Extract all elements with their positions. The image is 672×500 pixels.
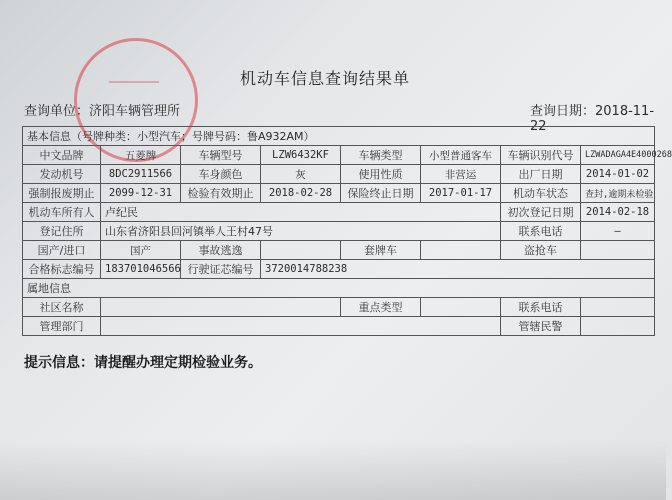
license-label: 行驶证芯编号 (181, 260, 261, 279)
insurance-value: 2017-01-17 (421, 184, 501, 203)
query-date-label: 查询日期： (530, 104, 596, 119)
vin-value: LZWADAGA4E4000268 (581, 146, 655, 165)
robbed-value (581, 241, 655, 260)
owner-value: 卢纪民 (101, 203, 501, 222)
manager-value (101, 317, 501, 336)
scrap-label: 强制报废期止 (23, 184, 101, 203)
use-label: 使用性质 (341, 165, 421, 184)
factory-label: 出厂日期 (501, 165, 581, 184)
document-title: 机动车信息查询结果单 (240, 69, 411, 88)
cert-label: 合格标志编号 (23, 260, 101, 279)
type-value: 小型普通客车 (421, 146, 501, 165)
community-value (101, 298, 341, 317)
model-value: LZW6432KF (261, 146, 341, 165)
local-info-header: 属地信息 (23, 279, 655, 298)
accident-value (261, 241, 341, 260)
inspect-value: 2018-02-28 (261, 184, 341, 203)
type-label: 车辆类型 (341, 146, 421, 165)
color-value: 灰 (261, 165, 341, 184)
color-label: 车身颜色 (181, 165, 261, 184)
notice-text: 提示信息：请提醒办理定期检验业务。 (24, 355, 262, 371)
origin-value: 国产 (101, 241, 181, 260)
police-value (581, 317, 655, 336)
query-unit-label: 查询单位： (24, 104, 90, 119)
manager-label: 管理部门 (23, 317, 101, 336)
insurance-label: 保险终止日期 (341, 184, 421, 203)
brand-value: 五菱牌 (101, 146, 181, 165)
community-label: 社区名称 (23, 298, 101, 317)
model-label: 车辆型号 (181, 146, 261, 165)
fake-plate-value (421, 241, 501, 260)
origin-label: 国产/进口 (23, 241, 101, 260)
query-unit (24, 100, 180, 119)
query-date-value: 2018-11-22 (530, 104, 655, 134)
address-value: 山东省济阳县回河镇举人王村47号 (101, 222, 501, 241)
address-label: 登记住所 (23, 222, 101, 241)
use-value: 非营运 (421, 165, 501, 184)
first-reg-label: 初次登记日期 (501, 203, 581, 222)
key-type-value (421, 298, 501, 317)
state-label: 机动车状态 (501, 184, 581, 203)
paper-shadow (0, 440, 666, 500)
key-type-label: 重点类型 (341, 298, 421, 317)
engine-label: 发动机号 (23, 165, 101, 184)
factory-value: 2014-01-02 (581, 165, 655, 184)
engine-value: 8DC2911566 (101, 165, 181, 184)
vehicle-info-table (22, 126, 672, 336)
brand-label: 中文品牌 (23, 146, 101, 165)
phone-value: — (581, 222, 655, 241)
license-value: 3720014788238 (261, 260, 655, 279)
robbed-label: 盗抢车 (501, 241, 581, 260)
inspect-label: 检验有效期止 (181, 184, 261, 203)
fake-plate-label: 套牌车 (341, 241, 421, 260)
basic-info-header: 基本信息（号牌种类：小型汽车；号牌号码：鲁A932AM） (23, 127, 655, 146)
first-reg-value: 2014-02-18 (581, 203, 655, 222)
contact-label: 联系电话 (501, 298, 581, 317)
cert-value: 183701046566 (101, 260, 181, 279)
phone-label: 联系电话 (501, 222, 581, 241)
accident-label: 事故逃逸 (181, 241, 261, 260)
owner-label: 机动车所有人 (23, 203, 101, 222)
query-unit-value: 济阳车辆管理所 (89, 104, 181, 119)
state-value: 查封,逾期未检验 (581, 184, 655, 203)
vin-label: 车辆识别代号 (501, 146, 581, 165)
scrap-value: 2099-12-31 (101, 184, 181, 203)
contact-value (581, 298, 655, 317)
police-label: 管辖民警 (501, 317, 581, 336)
